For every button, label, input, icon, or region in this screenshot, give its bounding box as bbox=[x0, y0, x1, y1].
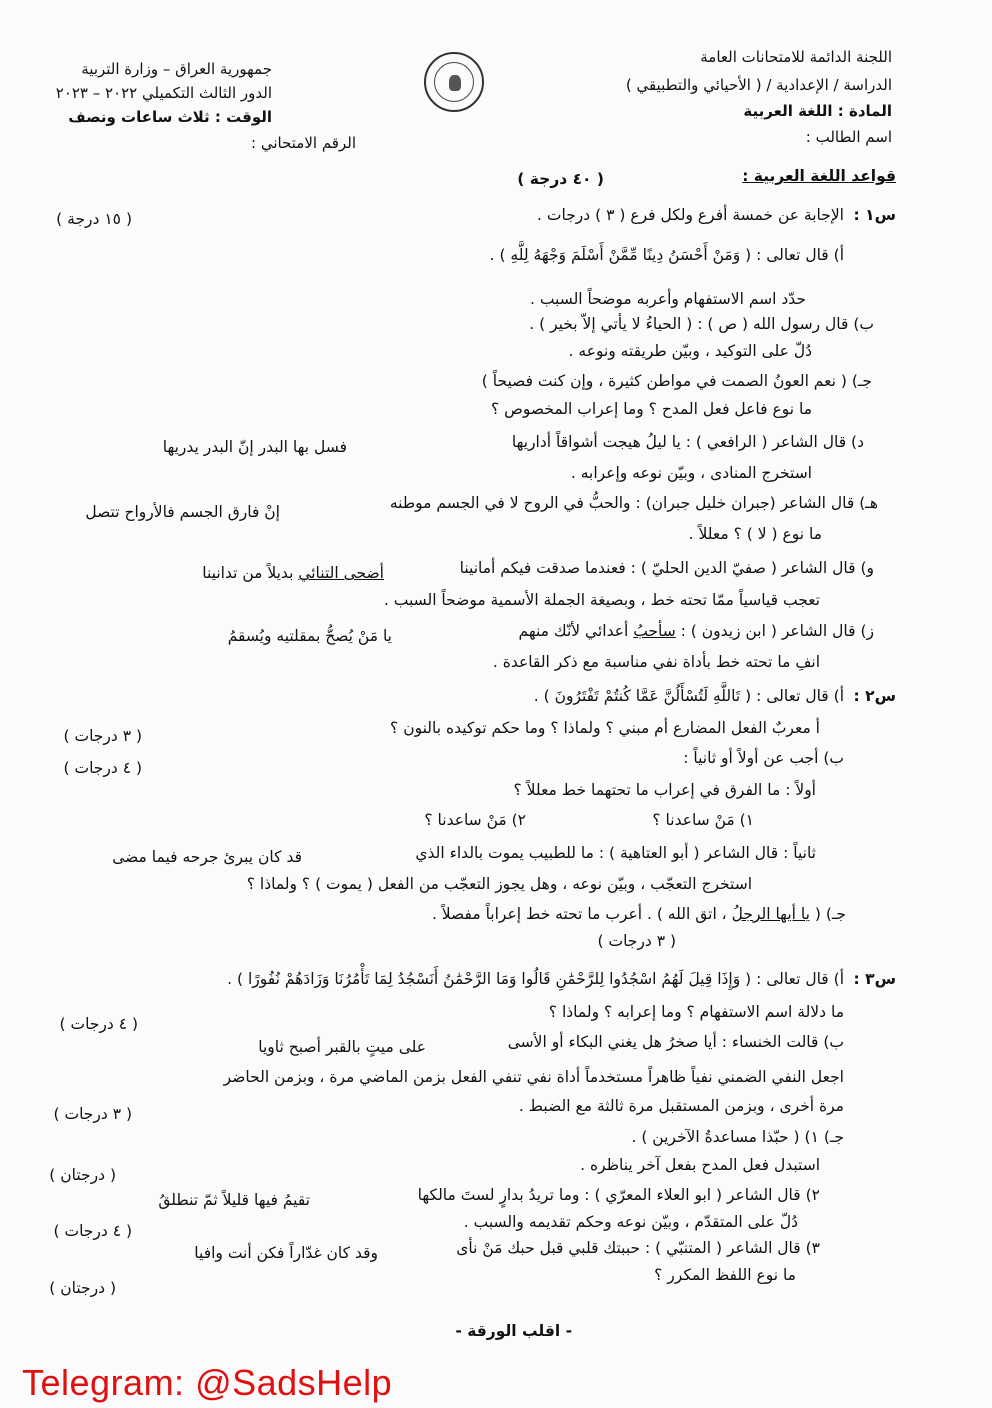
q1-c-text: جـ) ( نعم العونُ الصمت في مواطن كثيرة ، وإن كنت فصيحاً ) bbox=[481, 372, 872, 390]
telegram-watermark: Telegram: @SadsHelp bbox=[22, 1362, 393, 1403]
q2-b-second-verse-first: ثانياً : قال الشاعر ( أبو العتاهية ) : ما للطبيب يموت بالداء الذي bbox=[415, 844, 816, 862]
q3-c3-marks: ( درجتان ) bbox=[49, 1279, 116, 1297]
section-total-marks: ( ٤٠ درجة ) bbox=[517, 170, 604, 188]
q3-b-task-line1: اجعل النفي الضمني نفياً ظاهراً مستخدماً أداة نفي تنفي الفعل بزمن الماضي مرة ، وبزمن الحاضر bbox=[223, 1068, 844, 1086]
q1-a-task: حدّد اسم الاستفهام وأعربه موضحاً السبب . bbox=[529, 290, 806, 308]
q1-f-underlined: أضحى التنائي bbox=[298, 564, 384, 582]
q1-e-verse-first: هـ) قال الشاعر (جبران خليل جبران) : والحبُّ في الروح لا في الجسم موطنه bbox=[389, 494, 878, 512]
q1-f-rest: بديلاً من تدانينا bbox=[202, 564, 294, 582]
q2-c-text bbox=[432, 905, 846, 923]
q1-g-task: انفِ ما تحته خط بأداة نفي مناسبة مع ذكر القاعدة . bbox=[492, 653, 820, 671]
q1-label: س١ : bbox=[853, 206, 896, 224]
q3-c2-task: دُلّ على المتقدّم ، وبيّن نوعه وحكم تقديمه والسبب . bbox=[463, 1213, 798, 1231]
q1-g-post: أعدائي لأنّك منهم bbox=[518, 622, 629, 640]
q2-b-prompt: ب) أجب عن أولاً أو ثانياً : bbox=[683, 749, 844, 767]
q3-c1-task: استبدل فعل المدح بفعل آخر يناظره . bbox=[580, 1156, 820, 1174]
q2-b-first-option1: ١) مَنْ ساعدنا ؟ bbox=[652, 811, 754, 829]
q1-g-prefix: ز) قال الشاعر ( ابن زيدون ) : bbox=[680, 622, 874, 640]
q1-e-task: ما نوع ( لا ) ؟ معللاً . bbox=[688, 525, 822, 543]
ministry-seal bbox=[424, 52, 484, 112]
q2-a-marks: ( ٣ درجات ) bbox=[63, 727, 142, 745]
q3-a-task: ما دلالة اسم الاستفهام ؟ وما إعرابه ؟ ولماذا ؟ bbox=[548, 1003, 844, 1021]
q2-a-verse: أ) قال تعالى : ( تَاللَّهِ لَتُسْأَلُنَّ عَمَّا كُنتُمْ تَفْتَرُونَ ) . bbox=[533, 687, 844, 705]
q3-b-marks: ( ٣ درجات ) bbox=[53, 1105, 132, 1123]
q1-d-verse-first: د) قال الشاعر ( الرافعي ) : يا ليلُ هيجت أشواقاً أداريها bbox=[511, 433, 864, 451]
q1-g-verse-first bbox=[519, 622, 874, 640]
q1-instructions: الإجابة عن خمسة أفرع ولكل فرع ( ٣ ) درجات . bbox=[537, 206, 844, 224]
q3-b-verse-second: على ميتٍ بالقبر أصبح ثاويا bbox=[258, 1038, 426, 1056]
section-title: قواعد اللغة العربية : bbox=[742, 167, 896, 185]
student-name-label: اسم الطالب : bbox=[805, 128, 892, 146]
exam-number-label: الرقم الامتحاني : bbox=[251, 134, 356, 152]
q3-a-verse: أ) قال تعالى : ( وَإِذَا قِيلَ لَهُمُ اسْجُدُوا لِلرَّحْمَٰنِ قَالُوا وَمَا الرَّحْمَٰنُ أَنَسْجُدُ لِمَا تَأْمُرُنَا وَزَادَهُمْ نُفُورًا ) . bbox=[227, 970, 844, 988]
q3-c2-marks: ( ٤ درجات ) bbox=[53, 1222, 132, 1240]
q2-c-marks: ( ٣ درجات ) bbox=[597, 932, 676, 950]
q3-c3-verse-second: وقد كان غدّاراً فكن أنت وافيا bbox=[194, 1244, 378, 1262]
q2-a-task: أ معربٌ الفعل المضارع أم مبني ؟ ولماذا ؟ وما حكم توكيده بالنون ؟ bbox=[390, 719, 820, 737]
q3-a-marks: ( ٤ درجات ) bbox=[59, 1015, 138, 1033]
q2-b-first-option2: ٢) مَنْ ساعدنا ؟ bbox=[424, 811, 526, 829]
q3-c2-verse-first: ٢) قال الشاعر ( ابو العلاء المعرّي ) : وما تريدُ بدارٍ لستَ مالكها bbox=[417, 1186, 820, 1204]
q2-b-first-task: أولاً : ما الفرق في إعراب ما تحتهما خط معللاً ؟ bbox=[513, 781, 816, 799]
q3-label: س٣ : bbox=[853, 970, 896, 988]
q3-c2-verse-second: تقيمُ فيها قليلاً ثمّ تنطلقُ bbox=[158, 1191, 310, 1209]
q1-d-verse-second: فسل بها البدر إنّ البدر يدريها bbox=[162, 438, 347, 456]
q1-g-verse-second: يا مَنْ يُصحُّ بمقلتيه ويُسقمُ bbox=[227, 627, 392, 645]
q1-f-task: تعجب قياسياً ممّا تحته خط ، وبصيغة الجملة الأسمية موضحاً السبب . bbox=[383, 591, 820, 609]
q2-b-second-task: استخرج التعجّب ، وبيّن نوعه ، وهل يجوز التعجّب من الفعل ( يموت ) ؟ ولماذا ؟ bbox=[246, 875, 752, 893]
q1-f-verse-first: و) قال الشاعر ( صفيّ الدين الحليّ ) : فعندما صدقت فيكم أمانينا bbox=[459, 559, 874, 577]
q2-b-second-verse-second: قد كان يبرئ جرحه فيما مضى bbox=[112, 848, 302, 866]
q3-c3-task: ما نوع اللفظ المكرر ؟ bbox=[654, 1266, 796, 1284]
q3-b-task-line2: مرة أخرى ، وبزمن المستقبل مرة ثالثة مع الضبط . bbox=[518, 1097, 844, 1115]
q1-g-underlined: سأحبُ bbox=[633, 622, 676, 640]
q3-c3-verse-first: ٣) قال الشاعر ( المتنبّي ) : حببتك قلبي قبل حبك مَنْ نأى bbox=[456, 1239, 820, 1257]
q2-c-post: ، اتق الله ) . أعرب ما تحته خط إعراباً مفصلاً . bbox=[431, 905, 727, 923]
q2-b-marks: ( ٤ درجات ) bbox=[63, 759, 142, 777]
exam-round: الدور الثالث التكميلي ٢٠٢٢ – ٢٠٢٣ bbox=[55, 84, 272, 102]
q2-c-prefix: جـ) ( bbox=[814, 905, 846, 923]
q1-f-verse-second bbox=[202, 564, 384, 582]
q3-c1-marks: ( درجتان ) bbox=[49, 1166, 116, 1184]
q1-e-verse-second: إنْ فارق الجسم فالأرواح تتصل bbox=[85, 503, 280, 521]
q2-c-underlined: يا أيها الرجلُ bbox=[731, 905, 810, 923]
q1-d-task: استخرج المنادى ، وبيّن نوعه وإعرابه . bbox=[570, 464, 812, 482]
study-branch: الدراسة / الإعدادية / ( الأحيائي والتطبيقي ) bbox=[625, 76, 892, 94]
q1-c-task: ما نوع فاعل فعل المدح ؟ وما إعراب المخصوص ؟ bbox=[491, 400, 812, 418]
q2-label: س٢ : bbox=[853, 687, 896, 705]
exam-time: الوقت : ثلاث ساعات ونصف bbox=[68, 108, 272, 126]
q3-c1-text: جـ) ١) ( حبّذا مساعدةُ الآخرين ) . bbox=[631, 1128, 844, 1146]
q3-b-verse-first: ب) قالت الخنساء : أيا صخرُ هل يغني البكاء أو الأسى bbox=[507, 1033, 844, 1051]
committee-title: اللجنة الدائمة للامتحانات العامة bbox=[700, 48, 892, 66]
republic-ministry: جمهورية العراق – وزارة التربية bbox=[81, 60, 272, 78]
subject-line: المادة : اللغة العربية bbox=[743, 102, 892, 120]
turn-page-note: - اقلب الورقة - bbox=[455, 1322, 572, 1340]
q1-marks: ( ١٥ درجة ) bbox=[56, 210, 132, 228]
q1-b-hadith: ب) قال رسول الله ( ص ) : ( الحياءُ لا يأتي إلاّ بخير ) . bbox=[529, 315, 874, 333]
q1-b-task: دُلّ على التوكيد ، وبيّن طريقته ونوعه . bbox=[568, 342, 812, 360]
q1-a-verse: أ) قال تعالى : ( وَمَنْ أَحْسَنُ دِينًا مِّمَّنْ أَسْلَمَ وَجْهَهُ لِلَّهِ ) . bbox=[489, 246, 844, 264]
